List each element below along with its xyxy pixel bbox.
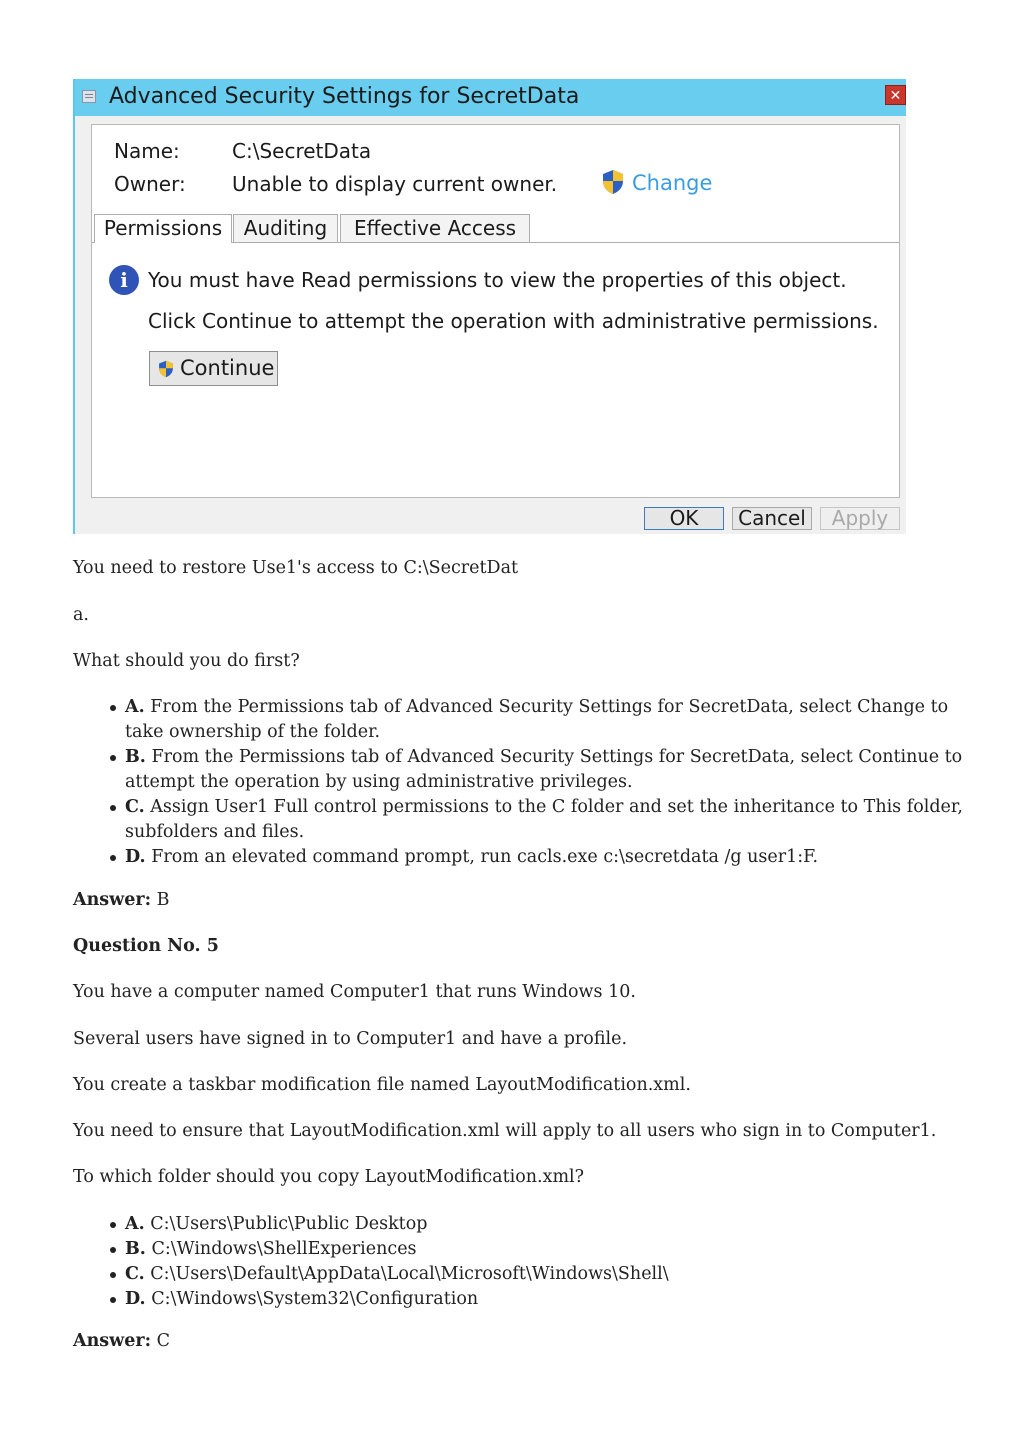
answer-label: Answer: — [73, 1331, 152, 1351]
tab-effective-access[interactable]: Effective Access — [340, 214, 530, 242]
option-letter: C. — [125, 797, 145, 817]
option-text: From an elevated command prompt, run cacls.exe c:\secretdata /g user1:F. — [151, 847, 819, 867]
option-text: C:\Users\Public\Public Desktop — [150, 1214, 428, 1234]
dialog-content-panel — [91, 124, 900, 498]
continue-instruction: Click Continue to attempt the operation with administrative permissions. — [148, 309, 879, 333]
option-text: C:\Users\Default\AppData\Local\Microsoft\Windows\Shell\ — [150, 1264, 669, 1284]
q5-answer — [73, 1329, 170, 1354]
security-settings-dialog — [73, 79, 906, 534]
read-permission-message: You must have Read permissions to view the properties of this object. — [148, 268, 847, 292]
continue-button[interactable] — [149, 351, 278, 386]
dialog-title: Advanced Security Settings for SecretData — [109, 84, 580, 109]
owner-label: Owner: — [114, 172, 186, 196]
answer-label: Answer: — [73, 890, 152, 910]
option-letter: D. — [125, 847, 146, 867]
change-owner-link[interactable]: Change — [632, 171, 713, 195]
owner-value: Unable to display current owner. — [232, 172, 558, 196]
uac-shield-icon — [158, 360, 174, 378]
q4-answer — [73, 888, 170, 913]
option-letter: B. — [125, 1239, 146, 1259]
q5-heading — [73, 934, 219, 959]
q5-question: To which folder should you copy LayoutModification.xml? — [73, 1167, 585, 1187]
continue-label: Continue — [180, 356, 275, 380]
answer-value: C — [156, 1331, 171, 1351]
dialog-titlebar — [75, 79, 906, 116]
option-text: From the Permissions tab of Advanced Security Settings for SecretData, select Change to — [150, 697, 949, 717]
list-item — [125, 745, 1005, 795]
list-item — [125, 795, 1005, 845]
option-text: C:\Windows\ShellExperiences — [151, 1239, 417, 1259]
option-letter: D. — [125, 1289, 146, 1309]
q4-intro-line2: a. — [73, 605, 89, 625]
option-letter: A. — [125, 1214, 145, 1234]
option-letter: B. — [125, 747, 146, 767]
option-text-cont: take ownership of the folder. — [125, 722, 381, 742]
option-text: From the Permissions tab of Advanced Security Settings for SecretData, select Continue to — [151, 747, 963, 767]
info-icon: i — [109, 265, 139, 295]
q5-para3: You create a taskbar modification file named LayoutModification.xml. — [73, 1075, 691, 1095]
list-item — [125, 845, 1005, 870]
list-item — [125, 1262, 1005, 1287]
window-icon — [82, 90, 96, 103]
cancel-button[interactable]: Cancel — [732, 507, 812, 530]
q4-intro-line1: You need to restore Use1's access to C:\SecretDat — [73, 558, 519, 578]
close-button[interactable]: ✕ — [885, 85, 906, 105]
option-text-cont: attempt the operation by using administrative privileges. — [125, 772, 633, 792]
tab-auditing[interactable]: Auditing — [233, 214, 338, 242]
tab-permissions[interactable]: Permissions — [94, 214, 232, 243]
name-label: Name: — [114, 139, 180, 163]
q5-para1: You have a computer named Computer1 that runs Windows 10. — [73, 982, 636, 1002]
option-letter: A. — [125, 697, 145, 717]
name-value: C:\SecretData — [232, 139, 372, 163]
q4-question: What should you do first? — [73, 651, 300, 671]
option-letter: C. — [125, 1264, 145, 1284]
option-text: C:\Windows\System32\Configuration — [151, 1289, 479, 1309]
option-text: Assign User1 Full control permissions to the C folder and set the inheritance to This folder, — [150, 797, 963, 817]
q5-para4: You need to ensure that LayoutModification.xml will apply to all users who sign in to Computer1. — [73, 1121, 937, 1141]
uac-shield-icon — [602, 169, 624, 195]
ok-button[interactable]: OK — [644, 507, 724, 530]
answer-value: B — [156, 890, 170, 910]
apply-button[interactable]: Apply — [820, 507, 900, 530]
q5-options — [73, 1212, 1005, 1312]
q4-options — [73, 695, 1005, 870]
option-text-cont: subfolders and files. — [125, 822, 305, 842]
list-item — [125, 1237, 1005, 1262]
list-item — [125, 1287, 1005, 1312]
question-heading: Question No. 5 — [73, 936, 219, 956]
q5-para2: Several users have signed in to Computer1 and have a profile. — [73, 1029, 628, 1049]
list-item — [125, 1212, 1005, 1237]
list-item — [125, 695, 1005, 745]
